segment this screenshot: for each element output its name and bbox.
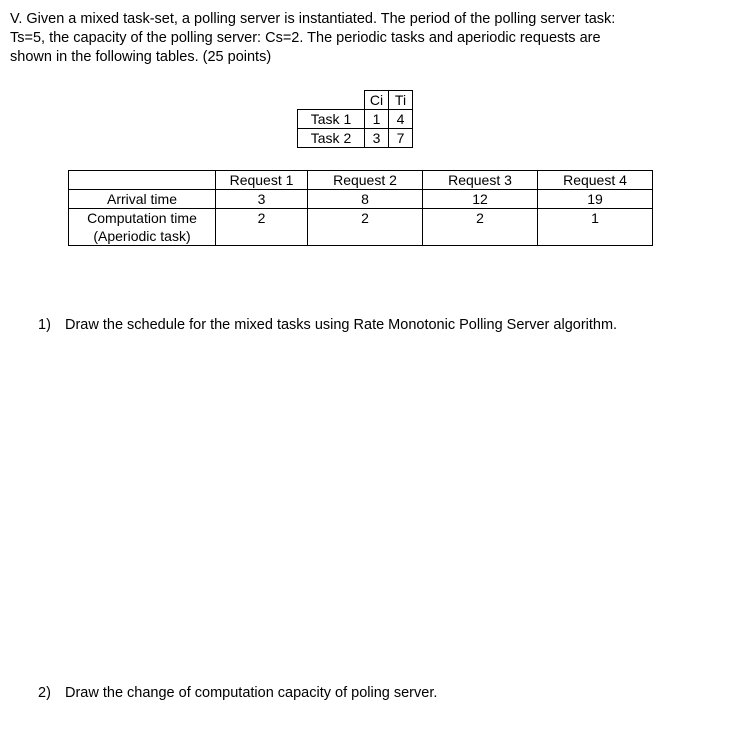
intro-line-2: Ts=5, the capacity of the polling server: Cs=2. The periodic tasks and aperiodic requests are bbox=[10, 30, 601, 46]
task-table-corner-cell bbox=[298, 91, 365, 110]
computation-time-label bbox=[69, 209, 216, 246]
ci-header: Ci bbox=[365, 91, 389, 110]
task-label: Task 2 bbox=[298, 129, 365, 148]
request-header: Request 1 bbox=[216, 171, 308, 190]
computation-time-value: 2 bbox=[216, 209, 308, 246]
question-number: 2) bbox=[38, 685, 51, 701]
task-ti: 7 bbox=[389, 129, 413, 148]
question-text: Draw the change of computation capacity of poling server. bbox=[65, 685, 438, 701]
question-number: 1) bbox=[38, 317, 51, 333]
question-text: Draw the schedule for the mixed tasks using Rate Monotonic Polling Server algorithm. bbox=[65, 317, 618, 333]
computation-time-label-line-2: (Aperiodic task) bbox=[93, 228, 191, 244]
arrival-time-label: Arrival time bbox=[69, 190, 216, 209]
arrival-time-value: 3 bbox=[216, 190, 308, 209]
problem-statement bbox=[10, 10, 730, 67]
task-ci: 3 bbox=[365, 129, 389, 148]
question-1 bbox=[38, 316, 617, 335]
arrival-time-row bbox=[69, 190, 653, 209]
task-row bbox=[298, 129, 413, 148]
computation-time-label-line-1: Computation time bbox=[87, 210, 197, 226]
arrival-time-value: 12 bbox=[423, 190, 538, 209]
request-header: Request 3 bbox=[423, 171, 538, 190]
ti-header: Ti bbox=[389, 91, 413, 110]
arrival-time-value: 8 bbox=[308, 190, 423, 209]
question-2 bbox=[38, 684, 437, 703]
computation-time-value: 2 bbox=[308, 209, 423, 246]
aperiodic-request-table bbox=[68, 170, 653, 246]
periodic-task-table bbox=[297, 90, 413, 148]
computation-time-value: 2 bbox=[423, 209, 538, 246]
arrival-time-value: 19 bbox=[538, 190, 653, 209]
task-row bbox=[298, 110, 413, 129]
task-table-header-row bbox=[298, 91, 413, 110]
task-ti: 4 bbox=[389, 110, 413, 129]
task-ci: 1 bbox=[365, 110, 389, 129]
intro-line-3: shown in the following tables. (25 points) bbox=[10, 49, 272, 65]
intro-line-1: V. Given a mixed task-set, a polling server is instantiated. The period of the polling server task: bbox=[10, 11, 616, 27]
request-header: Request 4 bbox=[538, 171, 653, 190]
task-label: Task 1 bbox=[298, 110, 365, 129]
computation-time-value: 1 bbox=[538, 209, 653, 246]
request-header: Request 2 bbox=[308, 171, 423, 190]
request-table-corner-cell bbox=[69, 171, 216, 190]
computation-time-row bbox=[69, 209, 653, 246]
request-header-row bbox=[69, 171, 653, 190]
